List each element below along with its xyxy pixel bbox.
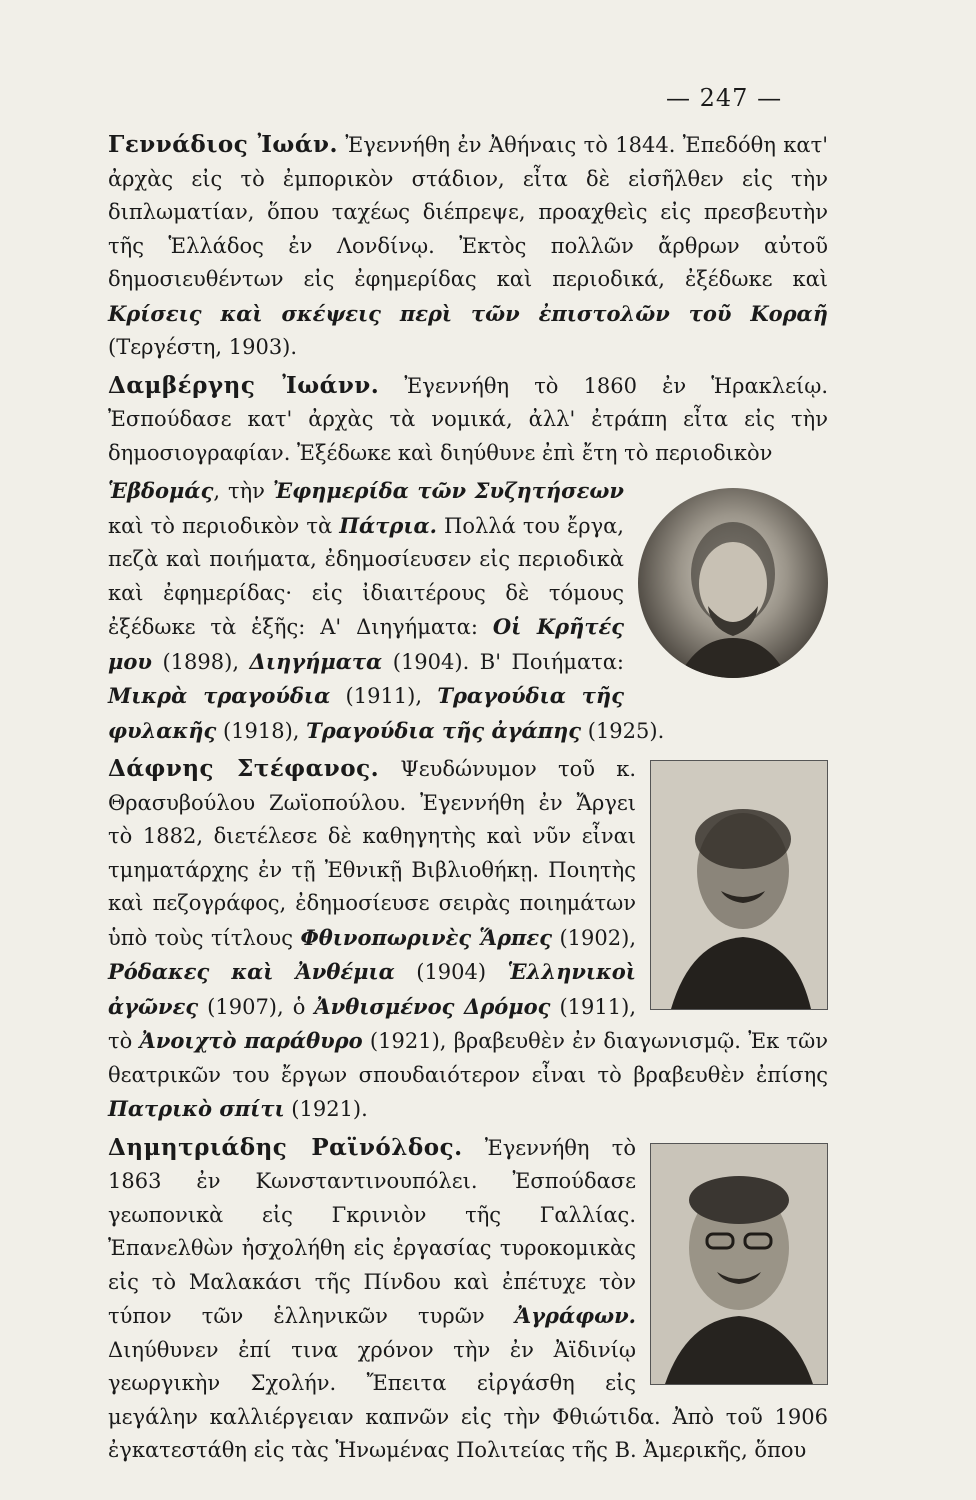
entry-text: Πολλά του ἔργα, πεζὰ καὶ ποιήματα, ἐδημοσίευσεν εἰς περιοδικὰ καὶ ἐφημερίδας· εἰς ἰδιαιτέρους δὲ τόμους ἐξέδωκε τὰ ἑξῆς: Α' Διηγήματα: (108, 513, 624, 639)
book-title: Ἐφημερίδα τῶν Συζητήσεων (272, 478, 624, 503)
entry-name: Γεννάδιος Ἰωάν. (108, 131, 338, 158)
entry-text: Ψευδώνυμον τοῦ κ. Θρασυβούλου Ζωϊοπούλου. Ἐγεννήθη ἐν Ἄργει τὸ 1882, διετέλεσε δὲ καθηγητὴς καὶ νῦν εἶναι τμηματάρχης ἐν τῇ Ἐθνικῇ Βιβλιοθήκῃ. Ποιητὴς καὶ πεζογράφος, ἐδημοσίευσε σειρὰς ποιημάτων ὑπὸ τοὺς τίτλους (108, 757, 636, 950)
entry-text: (1907), ὁ (198, 994, 315, 1019)
entry-text: Ἐγεννήθη τὸ 1860 ἐν Ἡρακλείῳ. Ἐσπούδασε κατ' ἀρχὰς τὰ νομικά, ἀλλ' ἐτράπη εἶτα εἰς τὴν δημοσιογραφίαν. Ἐξέδωκε καὶ διηύθυνε ἐπὶ ἔτη τὸ περιοδικὸν (108, 373, 828, 465)
portrait-silhouette (651, 761, 827, 1009)
book-title: Φθινοπωρινὲς Ἅρπες (300, 924, 552, 950)
entry-text: (1898), (151, 649, 250, 674)
entry-text: (1918), (216, 718, 307, 743)
entry-text: (1902), (551, 925, 636, 950)
book-title: Τραγούδια τῆς ἀγάπης (306, 717, 582, 743)
book-title: Ἀνοιχτὸ παράθυρο (139, 1028, 363, 1053)
entry-name: Δημητριάδης Ραϊνόλδος. (108, 1133, 463, 1161)
book-title: Ἀγράφων. (514, 1303, 636, 1328)
book-title: Διηγήματα (249, 648, 383, 674)
book-title: Ἀνθισμένος Δρόμος (314, 993, 551, 1019)
entry-dimitriadis (108, 1131, 828, 1468)
book-title: Μικρὰ τραγούδια (108, 683, 331, 708)
entry-text: (1911), (330, 684, 438, 708)
entry-name: Δαμβέργης Ἰωάνν. (108, 371, 380, 399)
entry-text: (Τεργέστη, 1903). (108, 335, 298, 359)
portrait-silhouette (638, 488, 828, 678)
page-number: — 247 — (666, 84, 783, 112)
entry-text: (1921), βραβευθὲν ἐν διαγωνισμῷ. Ἐκ τῶν θεατρικῶν του ἔργων σπουδαιότερον εἶναι τὸ βραβευθὲν ἐπίσης (108, 1029, 829, 1087)
entry-text: καὶ τὸ περιοδικὸν τὰ (108, 513, 340, 538)
portrait-damvergis (638, 488, 828, 678)
entry-text: , τὴν (213, 479, 273, 503)
book-title: Τραγούδια τῆς φυλακῆς (108, 683, 624, 743)
entry-name: Δάφνης Στέφανος. (108, 755, 380, 782)
book-title: Κρίσεις καὶ σκέψεις περὶ τῶν ἐπιστολῶν τοῦ Κοραῆ (108, 300, 828, 326)
book-title: Ἑλληνικοὶ ἀγῶνες (108, 959, 636, 1019)
portrait-dimitriadis (650, 1143, 828, 1385)
book-title: Ἑβδομάς (108, 478, 214, 503)
book-title: Οἱ Κρῆτές μου (108, 614, 625, 674)
book-title: Ρόδακες καὶ Ἀνθέμια (108, 959, 395, 984)
entry-text: (1904). Β' Ποιήματα: (382, 649, 624, 674)
entry-text: Ἐγεννήθη τὸ 1863 ἐν Κωνσταντινουπόλει. Ἐσπούδασε γεωπονικὰ εἰς Γκρινιὸν τῆς Γαλλίας. Ἐπανελθὼν ἠσχολήθη εἰς ἐργασίας τυροκομικὰς εἰς τὸ Μαλακάσι τῆς Πίνδου καὶ ἐπέτυχε τὸν τύπον τῶν ἑλληνικῶν τυρῶν (108, 1135, 637, 1328)
entry-damvergis (108, 369, 828, 471)
entry-text: Ἐγεννήθη ἐν Ἀθήναις τὸ 1844. Ἐπεδόθη κατ' ἀρχὰς εἰς τὸ ἐμπορικὸν στάδιον, εἶτα δὲ εἰσῆλθεν εἰς τὴν διπλωματίαν, ὅπου ταχέως διέπρεψε, προαχθεὶς εἰς πρεσβευτὴν τῆς Ἑλλάδος ἐν Λονδίνῳ. Ἐκτὸς πολλῶν ἄρθρων αὐτοῦ δημοσιευθέντων εἰς ἐφημερίδας καὶ περιοδικά, ἐξέδωκε καὶ (108, 133, 828, 291)
entry-text: (1911), τὸ (108, 994, 636, 1053)
entry-text: (1921). (284, 1097, 368, 1121)
text-body (108, 128, 828, 1468)
entry-text: Διηύθυνεν ἐπί τινα χρόνον τὴν ἐν Ἀϊδινίῳ γεωργικὴν Σχολήν. Ἔπειτα εἰργάσθη εἰς μεγάλην καλλιέργειαν καπνῶν εἰς τὴν Φθιώτιδα. Ἀπὸ τοῦ 1906 ἐγκατεστάθη εἰς τὰς Ἡνωμένας Πολιτείας τῆς Β. Ἀμερικῆς, ὅπου (108, 1337, 828, 1462)
entry-text: (1925). (581, 718, 665, 743)
portrait-silhouette (651, 1144, 827, 1384)
book-title: Πάτρια. (339, 512, 437, 538)
book-title: Πατρικὸ σπίτι (108, 1096, 285, 1121)
entry-gennadios (108, 128, 828, 365)
portrait-dafnis (650, 760, 828, 1010)
entry-text: (1904) (394, 960, 508, 984)
